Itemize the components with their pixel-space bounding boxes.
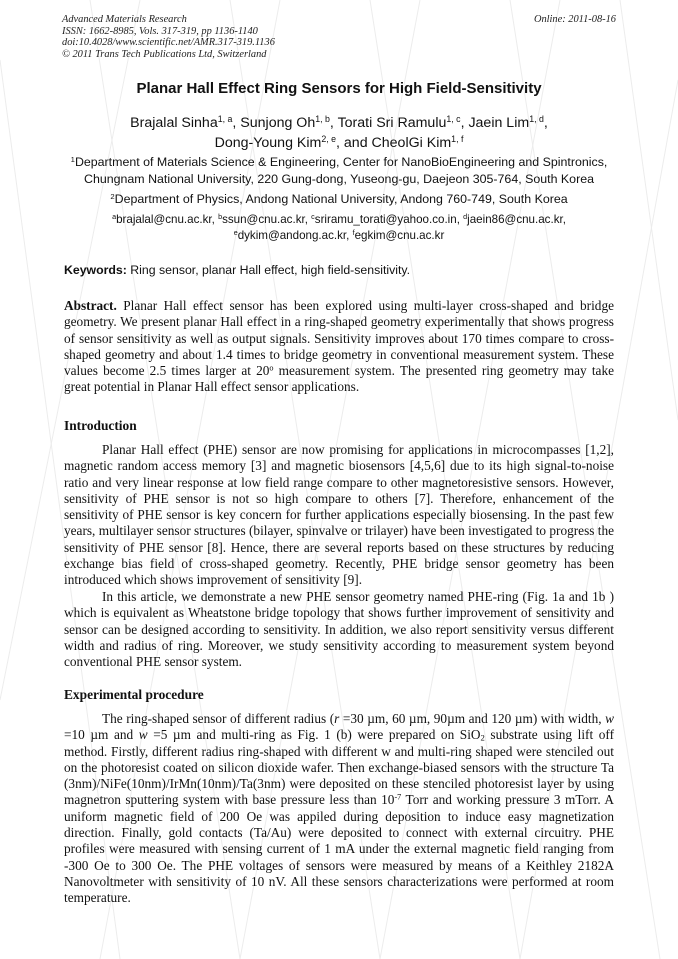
- author: CheolGi Kim$^{1, f}$: [371, 134, 464, 151]
- author: Dong-Young Kim$^{2, e}$, and: [214, 134, 372, 151]
- author-list: [60, 113, 618, 153]
- email: $^a$brajalal@cnu.ac.kr,: [112, 212, 219, 226]
- author: Jaein Lim$^{1, d}$,: [468, 114, 548, 131]
- introduction-paragraph-2: In this article, we demonstrate a new PHE sensor geometry named PHE-ring (Fig. 1a and 1b ) which is equivalent as Wheatstone bridge topology that shows further improvement of sensitivity and sensor can be designed according to sensitivity. In addition, we also report sensitivity versus different width and radius of ring. Moreover, we study sensitivity according to measurement system beyond conventional PHE sensor system.: [64, 589, 614, 670]
- introduction-paragraph-1: Planar Hall effect (PHE) sensor are now promising for applications in microcompasses [1,2], magnetic random access memory [3] and magnetic biosensors [4,5,6] due to its high signal-to-noise ratio and very linear response at low field range compare to other magnetoresistive sensors. However, sensitivity of PHE sensor is not so high compare to others [7]. Therefore, enhancement of the sensitivity of PHE sensor is key concern for further applications especially biosensing. In the past few years, multilayer sensor structures (bilayer, spinvalve or trilayer) have been investigated to progress the sensitivity of PHE sensor [8]. Hence, there are several reports based on these structures by reducing exchange bias field of cross-shaped geometry. Recently, PHE bridge sensor geometry has been introduced which shows improvement of sensitivity [9].: [64, 442, 614, 588]
- author-emails: [40, 212, 638, 243]
- issn-line: ISSN: 1662-8985, Vols. 317-319, pp 1136-1140: [62, 25, 258, 37]
- paper-title: Planar Hall Effect Ring Sensors for High Field-Sensitivity: [136, 80, 542, 97]
- email: $^e$dykim@andong.ac.kr,: [233, 227, 353, 242]
- keywords-text: Ring sensor, planar Hall effect, high field-sensitivity.: [126, 263, 411, 277]
- introduction-heading: Introduction: [64, 418, 137, 433]
- email: $^f$egkim@cnu.ac.kr: [352, 227, 445, 242]
- author: Torati Sri Ramulu$^{1, c}$,: [337, 114, 469, 131]
- experimental-paragraph: The ring-shaped sensor of different radius (r =30 µm, 60 µm, 90µm and 120 µm) with width, w =10 µm and w =5 µm and multi-ring as Fig. 1 (b) were prepared on SiO$_2$ substrate using lift off method. Firstly, different radius ring-shaped with different w and multi-ring shaped were stenciled out on the photoresist coated on silicon dioxide wafer. Then exchange-biased sensors with the structure Ta (3nm)/NiFe(10nm)/IrMn(10nm)/Ta(3nm) were deposited on these stenciled photoresist layer by using magnetron sputtering system with base pressure less than $10^{-7}$ Torr and working pressure 3 mTorr. A uniform magnetic field of 200 Oe was appiled during deposition to induce easy magnetization direction. Finally, gold contacts (Ta/Au) were deposited to connect with external circuitry. PHE profiles were measured with sensing current of 1 mA under the external magnetic field ranging from -300 Oe to 300 Oe. The PHE voltages of sensors were measured by means of a Keithley 2182A Nanovoltmeter with sensitivity of 10 nV. All these sensors characterizations were performed at room temperature.: [64, 711, 615, 906]
- email: $^c$sriramu_torati@yahoo.co.in,: [311, 212, 464, 226]
- keywords-label: Keywords:: [64, 263, 127, 277]
- journal-name: Advanced Materials Research: [62, 14, 187, 25]
- affiliation-1: $^1$Department of Materials Science & Engineering, Center for NanoBioEngineering and Spintronics, Chungnam National University, 220 Gung-dong, Yuseong-gu, Daejeon 305-764, South Korea: [70, 154, 608, 186]
- doi-line: doi:10.4028/www.scientific.net/AMR.317-319.1136: [62, 37, 275, 49]
- copyright-line: © 2011 Trans Tech Publications Ltd, Switzerland: [62, 48, 267, 60]
- journal-header: [62, 14, 616, 60]
- author: Brajalal Sinha$^{1, a}$,: [130, 114, 241, 131]
- abstract: Abstract. Planar Hall effect sensor has been explored using multi-layer cross-shaped and bridge geometry. We present planar Hall effect in a ring-shaped geometry experimentally that shows progress of sensor sensitivity as well as output signals. Sensitivity improves about 170 times compare to cross-shaped geometry and about 1.4 times to bridge geometry in conventional measurement system. These values become 2.5 times larger at 20$^o$ measurement system. The presented ring geometry may take great potential in Planar Hall effect sensor applications.: [64, 298, 614, 395]
- online-date: Online: 2011-08-16: [533, 14, 616, 25]
- email: $^d$jaein86@cnu.ac.kr,: [463, 212, 566, 226]
- email: $^b$ssun@cnu.ac.kr,: [218, 212, 312, 226]
- author: Sunjong Oh$^{1, b}$,: [240, 114, 338, 131]
- keywords: [64, 263, 624, 277]
- experimental-heading: Experimental procedure: [64, 687, 204, 702]
- abstract-label: Abstract.: [64, 298, 117, 313]
- affiliation-2: $^2$Department of Physics, Andong National University, Andong 760-749, South Korea: [110, 191, 568, 206]
